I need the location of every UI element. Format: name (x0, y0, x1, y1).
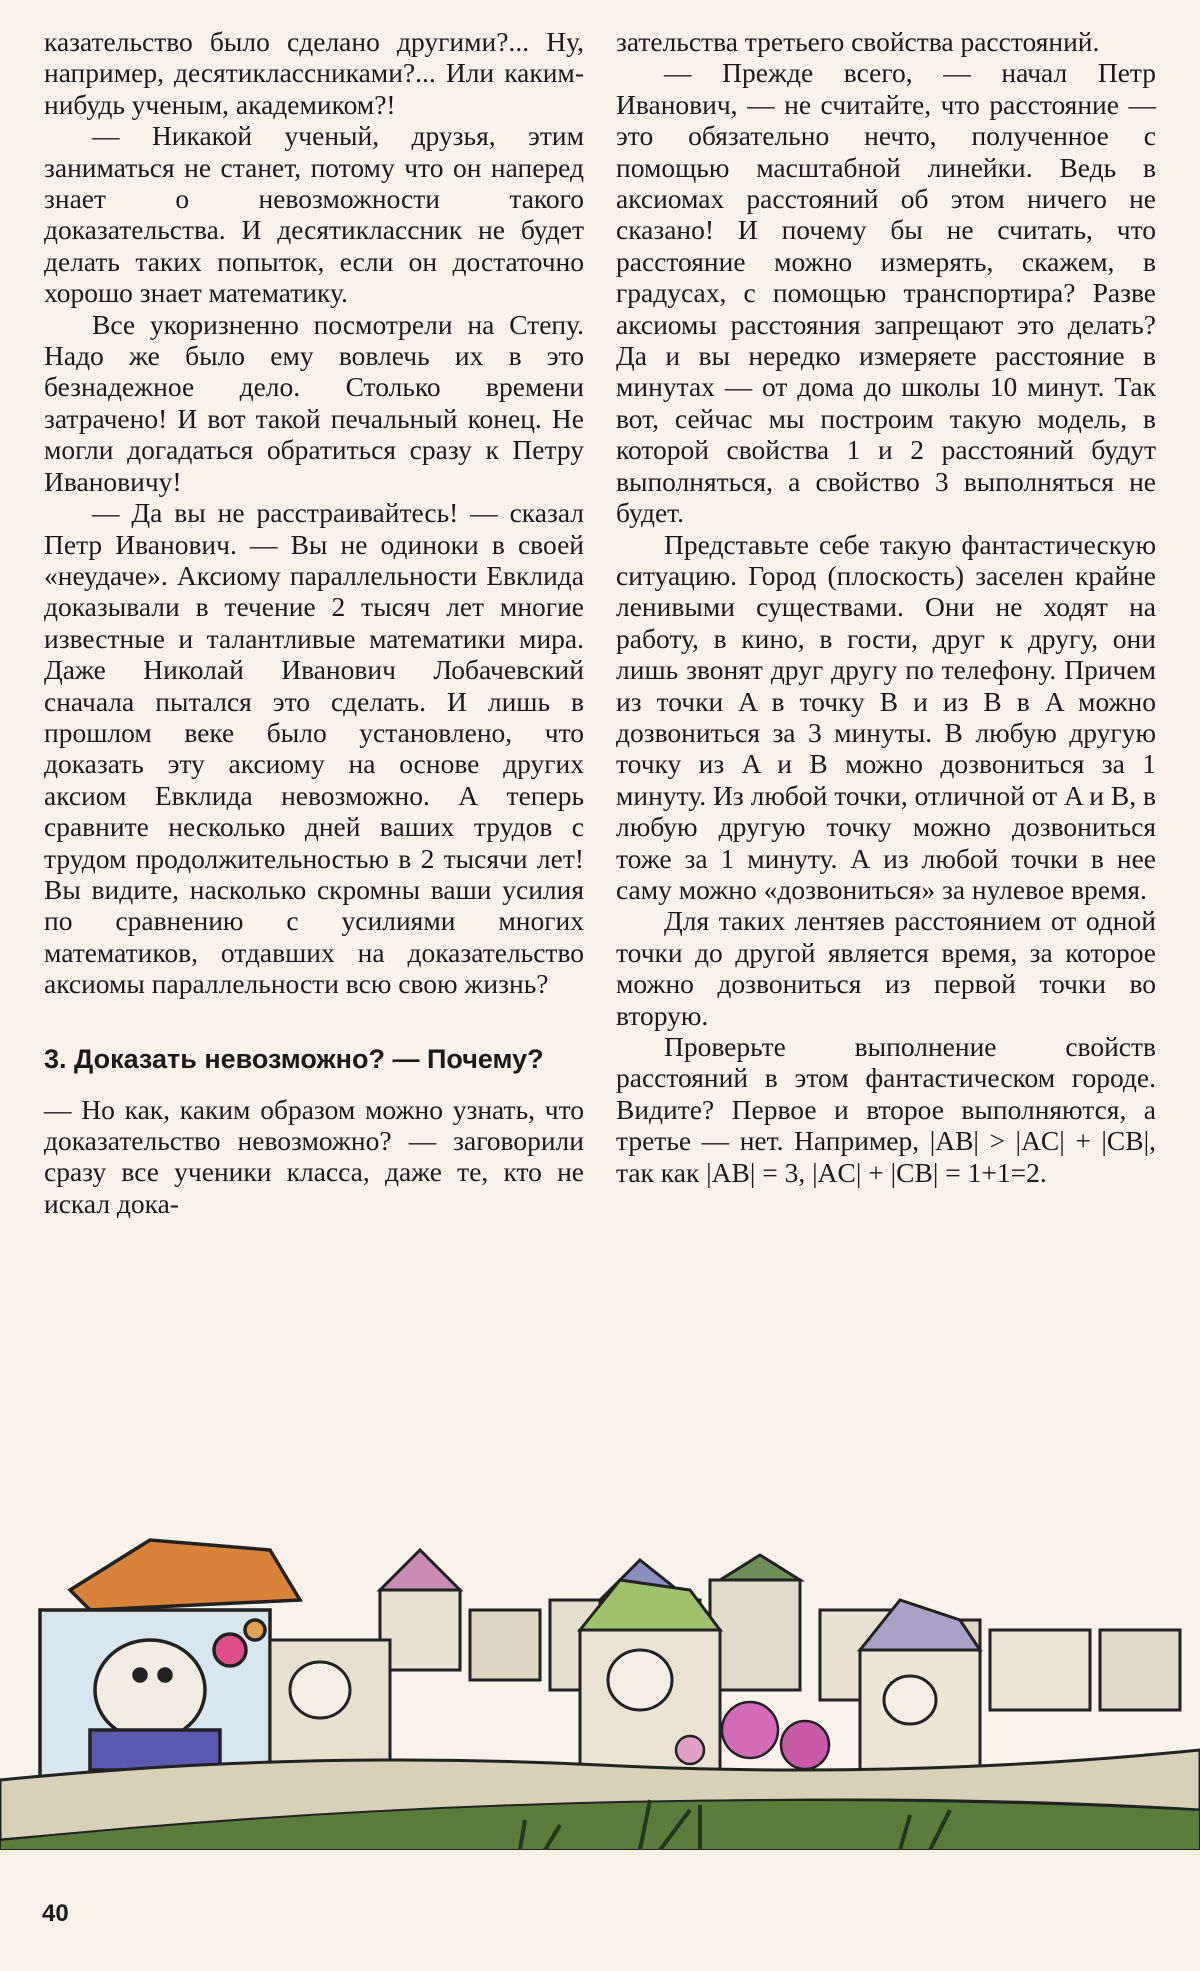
section-heading: 3. Доказать невозможно? — Почему? (44, 1043, 544, 1074)
paragraph: — Да вы не расстраивайтесь! — сказал Петр Иванович. — Вы не одиноки в своей «неудаче». Аксиому параллельности Евклида доказывали в течение 2 тысяч лет многие известные и талантливые математики мира. Даже Николай Иванович Лобачевский сначала пытался это сделать. И лишь в прошлом веке было установлено, что доказать эту аксиому на основе других аксиом Евклида невозможно. А теперь сравните несколько дней ваших трудов с трудом продолжительностью в 2 тысячи лет! Вы видите, насколько скромны ваши усилия по сравнению с усилиями многих математиков, отдавших на доказательство аксиомы параллельности всю свою жизнь? (44, 497, 584, 1000)
paragraph: — Прежде всего, — начал Петр Иванович, — не считайте, что расстояние — это обязательно нечто, полученное с помощью масштабной линейки. Ведь в аксиомах расстояний об этом ничего не сказано! И почему бы не считать, что расстояние можно измерять, скажем, в градусах, с помощью транспортира? Разве аксиомы расстояния запрещают это делать? Да и вы нередко измеряете расстояние в минутах — от дома до школы 10 минут. Так вот, сейчас мы построим такую модель, в которой свойства 1 и 2 расстояний будут выполняться, а свойство 3 выполняться не будет. (616, 57, 1156, 529)
paragraph: — Но как, каким образом можно узнать, что доказательство невозможно? — заговорили сразу все ученики класса, даже те, кто не искал дока- (44, 1093, 584, 1219)
paragraph: Для таких лентяев расстоянием от одной точки до другой является время, за которое можно дозвониться из первой точки во вторую. (616, 905, 1156, 1031)
paragraph: зательства третьего свойства расстояний. (616, 26, 1100, 57)
paragraph: Все укоризненно посмотрели на Степу. Надо же было ему вовлечь их в это безнадежное дело. Столько времени затрачено! И вот такой печальный конец. Не могли догадаться обратиться сразу к Петру Ивановичу! (44, 308, 584, 497)
paragraph: Представьте себе такую фантастическую ситуацию. Город (плоскость) заселен крайне ленивыми существами. Они не ходят на работу, в кино, в гости, друг к другу, они лишь звонят друг другу по телефону. Причем из точки A в точку B и из B в A можно дозвониться за 3 минуты. В любую другую точку из A и B можно дозвониться за 1 минуту. Из любой точки, отличной от A и B, в любую другую точку можно дозвониться тоже за 1 минуту. А из любой точки в нее саму можно «дозвониться» за нулевое время. (616, 528, 1156, 905)
paragraph: — Никакой ученый, друзья, этим заниматься не станет, потому что он наперед знает о невозможности такого доказательства. И десятиклассник не будет делать таких попыток, если он достаточно хорошо знает математику. (44, 120, 584, 309)
left-column (44, 26, 584, 1219)
paragraph: Проверьте выполнение свойств расстояний в этом фантастическом городе. Видите? Первое и второе выполняются, а третье — нет. Например, |AB| > |AC| + |CB|, так как |AB| = 3, |AC| + |CB| = 1+1=2. (616, 1031, 1156, 1188)
paragraph: казательство было сделано другими?... Ну, например, десятиклассниками?... Или каким-нибудь ученым, академиком?! (44, 26, 584, 120)
town-illustration (0, 1480, 1200, 1850)
page-number: 40 (42, 1900, 69, 1927)
right-column (616, 26, 1156, 1188)
